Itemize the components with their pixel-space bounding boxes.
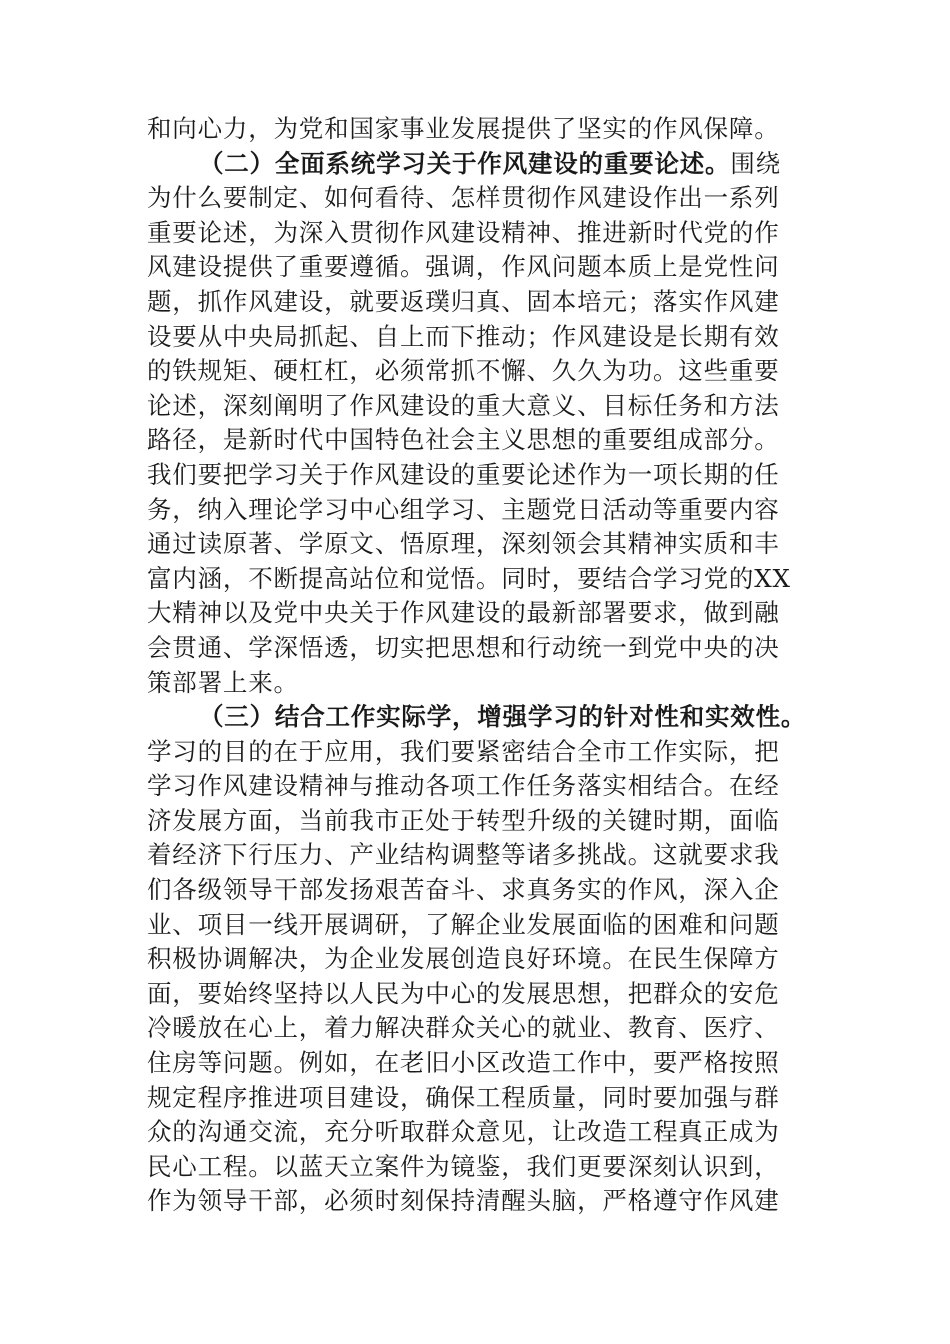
paragraph-line: 业、项目一线开展调研，了解企业发展面临的困难和问题 <box>147 909 780 939</box>
paragraph-line: 为什么要制定、如何看待、怎样贯彻作风建设作出一系列 <box>147 183 780 213</box>
paragraph-line: 民心工程。以蓝天立案件为镜鉴，我们更要深刻认识到， <box>147 1151 780 1181</box>
paragraph-line: 务，纳入理论学习中心组学习、主题党日活动等重要内容 <box>147 494 780 524</box>
section-heading-line <box>147 700 837 735</box>
paragraph-line: 着经济下行压力、产业结构调整等诸多挑战。这就要求我 <box>147 840 780 870</box>
paragraph-line: 风建设提供了重要遵循。强调，作风问题本质上是党性问 <box>147 252 780 282</box>
paragraph-line: 们各级领导干部发扬艰苦奋斗、求真务实的作风，深入企 <box>147 875 780 905</box>
paragraph-line: 设要从中央局抓起、自上而下推动；作风建设是长期有效 <box>147 321 780 351</box>
paragraph-line: 路径，是新时代中国特色社会主义思想的重要组成部分。 <box>147 425 780 455</box>
paragraph-line: 和向心力，为党和国家事业发展提供了坚实的作风保障。 <box>147 114 780 143</box>
paragraph-line: 学习作风建设精神与推动各项工作任务落实相结合。在经 <box>147 771 780 801</box>
paragraph-line: 积极协调解决，为企业发展创造良好环境。在民生保障方 <box>147 944 780 974</box>
paragraph-line: 作为领导干部，必须时刻保持清醒头脑，严格遵守作风建 <box>147 1186 780 1216</box>
paragraph-line: 规定程序推进项目建设，确保工程质量，同时要加强与群 <box>147 1082 780 1112</box>
paragraph-line: 重要论述，为深入贯彻作风建设精神、推进新时代党的作 <box>147 217 780 247</box>
paragraph-line: 大精神以及党中央关于作风建设的最新部署要求，做到融 <box>147 598 780 628</box>
document-page <box>147 112 837 1219</box>
paragraph-line: 富内涵，不断提高站位和觉悟。同时，要结合学习党的XX <box>147 563 791 593</box>
paragraph-line: 论述，深刻阐明了作风建设的重大意义、目标任务和方法 <box>147 390 780 420</box>
paragraph-line: 我们要把学习关于作风建设的重要论述作为一项长期的任 <box>147 459 780 489</box>
paragraph-line: 冷暖放在心上，着力解决群众关心的就业、教育、医疗、 <box>147 1013 780 1043</box>
paragraph-line: 住房等问题。例如，在老旧小区改造工作中，要严格按照 <box>147 1048 780 1078</box>
paragraph-line: 济发展方面，当前我市正处于转型升级的关键时期，面临 <box>147 805 780 835</box>
paragraph-line: 策部署上来。 <box>147 667 299 697</box>
paragraph-line: 学习的目的在于应用，我们要紧密结合全市工作实际，把 <box>147 736 780 766</box>
section-heading-line <box>147 147 837 182</box>
paragraph-line: 众的沟通交流，充分听取群众意见，让改造工程真正成为 <box>147 1117 780 1147</box>
section-heading-3: （三）结合工作实际学，增强学习的针对性和实效性。 <box>199 702 807 732</box>
paragraph-line: 通过读原著、学原文、悟原理，深刻领会其精神实质和丰 <box>147 529 780 559</box>
paragraph-line: 会贯通、学深悟透，切实把思想和行动统一到党中央的决 <box>147 632 780 662</box>
paragraph-line: 的铁规矩、硬杠杠，必须常抓不懈、久久为功。这些重要 <box>147 356 780 386</box>
section-heading-2: （二）全面系统学习关于作风建设的重要论述。 <box>199 148 731 178</box>
paragraph-line: 面，要始终坚持以人民为中心的发展思想，把群众的安危 <box>147 978 780 1008</box>
heading-2-continuation: 围绕 <box>730 148 781 178</box>
paragraph-line: 题，抓作风建设，就要返璞归真、固本培元；落实作风建 <box>147 286 780 316</box>
